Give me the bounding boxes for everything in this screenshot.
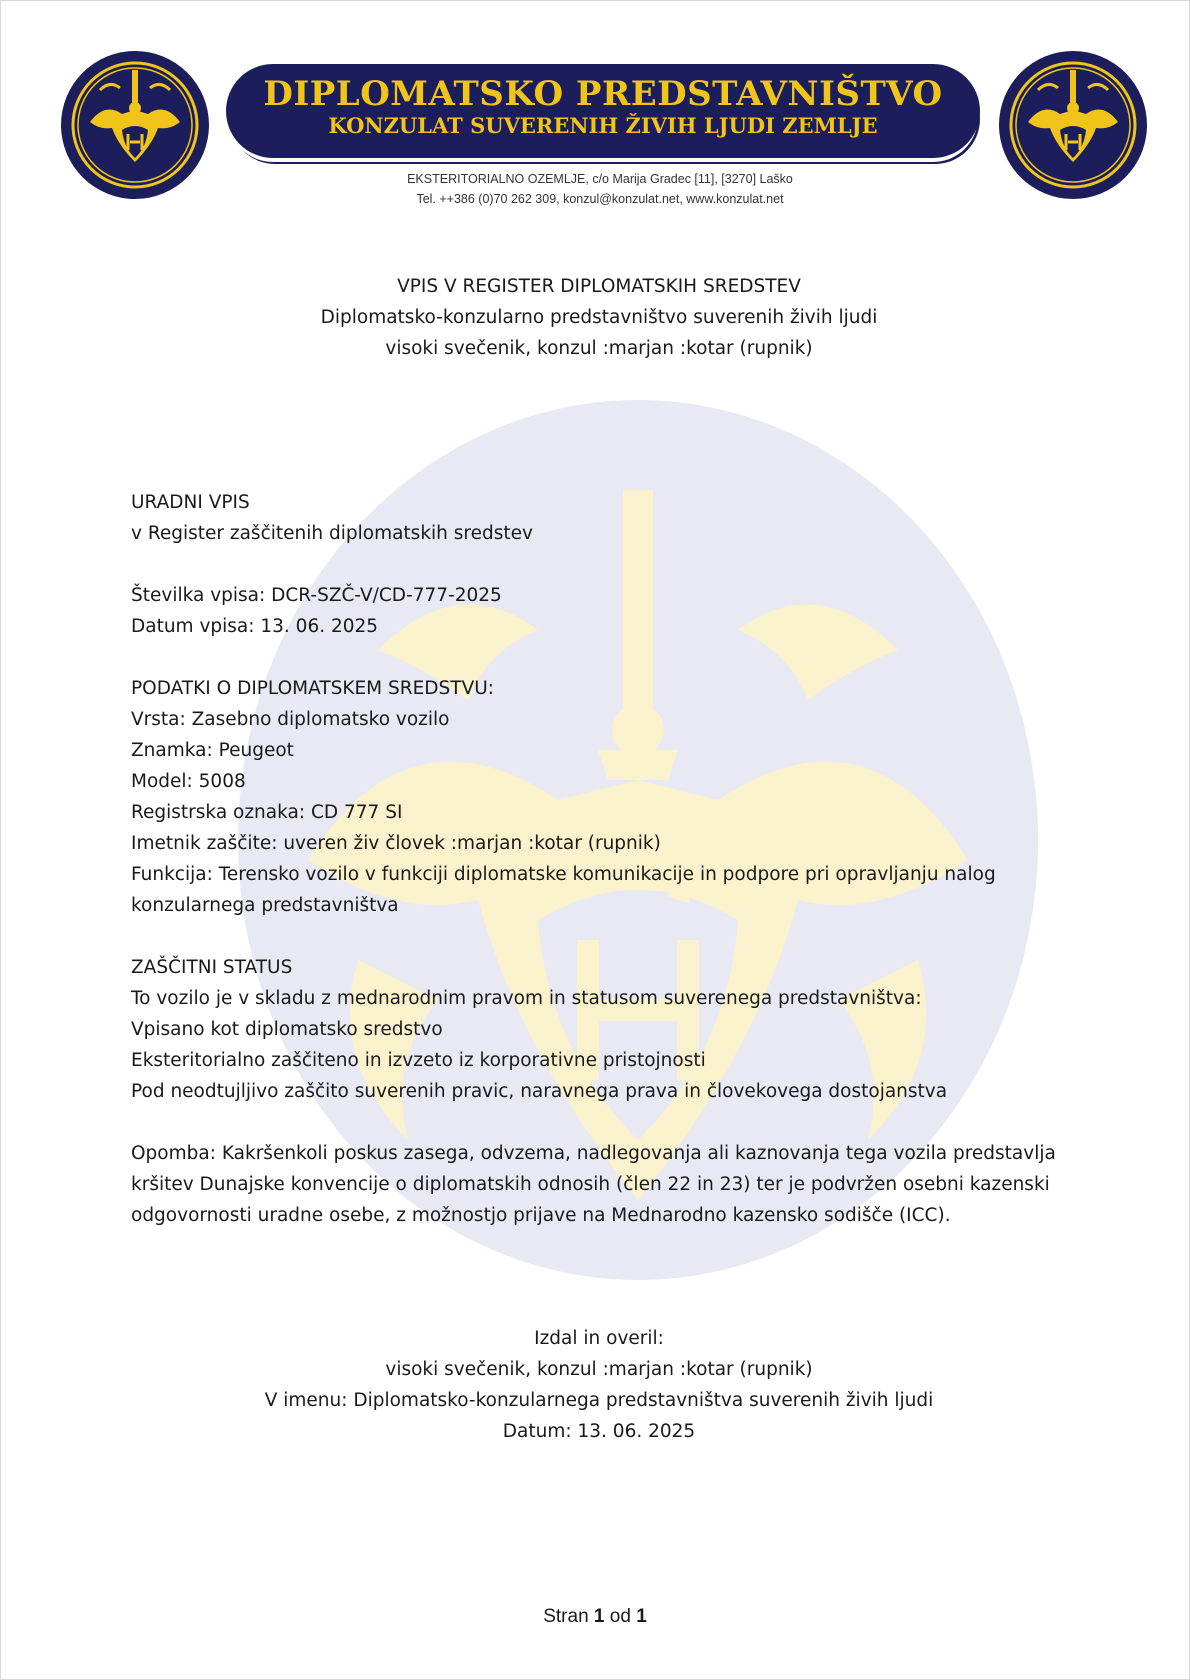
entry-details [131,580,1031,642]
issued-date: Datum: 13. 06. 2025 [502,1421,696,1442]
intro-block [200,271,998,364]
entry-heading: URADNI VPIS [131,492,250,513]
intro-official: visoki svečenik, konzul :marjan :kotar (rupnik) [385,338,813,359]
document-title: VPIS V REGISTER DIPLOMATSKIH SREDSTEV [397,276,801,297]
header-banner [226,64,980,158]
page-prefix: Stran [543,1606,589,1627]
entry-date: Datum vpisa: 13. 06. 2025 [131,616,379,637]
asset-holder: Imetnik zaščite: uveren živ človek :marjan :kotar (rupnik) [131,833,661,854]
intro-organization: Diplomatsko-konzularno predstavništvo suverenih živih ljudi [320,307,878,328]
page-total: 1 [636,1606,647,1627]
note-line-3: odgovornosti uradne osebe, z možnostjo prijave na Mednarodno kazensko sodišče (ICC). [131,1205,951,1226]
header-contact: Tel. ++386 (0)70 262 309, konzul@konzulat.net, www.konzulat.net [416,192,784,206]
page-number [400,1606,790,1628]
seal-emblem-right [998,50,1148,200]
asset-type: Vrsta: Zasebno diplomatsko vozilo [131,709,450,730]
status-heading: ZAŠČITNI STATUS [131,957,293,978]
note-line-1: Opomba: Kakršenkoli poskus zasega, odvzema, nadlegovanja ali kaznovanja tega vozila predstavlja [131,1143,1056,1164]
seal-emblem-left [60,50,210,200]
status-item-1: Vpisano kot diplomatsko sredstvo [131,1019,443,1040]
status-item-2: Eksteritorialno zaščiteno in izvzeto iz korporativne pristojnosti [131,1050,706,1071]
issued-official: visoki svečenik, konzul :marjan :kotar (rupnik) [385,1359,813,1380]
status-block [131,952,1031,1107]
banner-title: DIPLOMATSKO PREDSTAVNIŠTVO [263,74,943,114]
asset-heading: PODATKI O DIPLOMATSKEM SREDSTVU: [131,678,495,699]
entry-block [131,487,1031,549]
status-item-3: Pod neodtujljivo zaščito suverenih pravic, naravnega prava in človekovega dostojanstva [131,1081,948,1102]
asset-brand: Znamka: Peugeot [131,740,294,761]
note-block [131,1138,1056,1231]
note-line-2: kršitev Dunajske konvencije o diplomatskih odnosih (člen 22 in 23) ter je podvržen osebni kazenski [131,1174,1050,1195]
asset-block [131,673,1031,921]
page-of: od [609,1606,631,1627]
asset-function-cont: konzularnega predstavništva [131,895,399,916]
page-current: 1 [593,1606,605,1627]
status-intro: To vozilo je v skladu z mednarodnim pravom in statusom suverenega predstavništva: [131,988,922,1009]
banner-subtitle: KONZULAT SUVERENIH ŽIVIH LJUDI ZEMLJE [328,113,878,138]
issued-block [200,1323,998,1447]
entry-number: Številka vpisa: DCR-SZČ-V/CD-777-2025 [131,585,502,606]
asset-function: Funkcija: Terensko vozilo v funkciji diplomatske komunikacije in podpore pri opravljanju nalog [131,864,996,885]
asset-plate: Registrska oznaka: CD 777 SI [131,802,403,823]
issued-label: Izdal in overil: [534,1328,664,1349]
issued-on-behalf: V imenu: Diplomatsko-konzularnega predstavništva suverenih živih ljudi [264,1390,934,1411]
asset-model: Model: 5008 [131,771,246,792]
header-address: EKSTERITORIALNO OZEMLJE, c/o Marija Gradec [11], [3270] Laško [407,172,793,186]
entry-subheading: v Register zaščitenih diplomatskih sredstev [131,523,533,544]
